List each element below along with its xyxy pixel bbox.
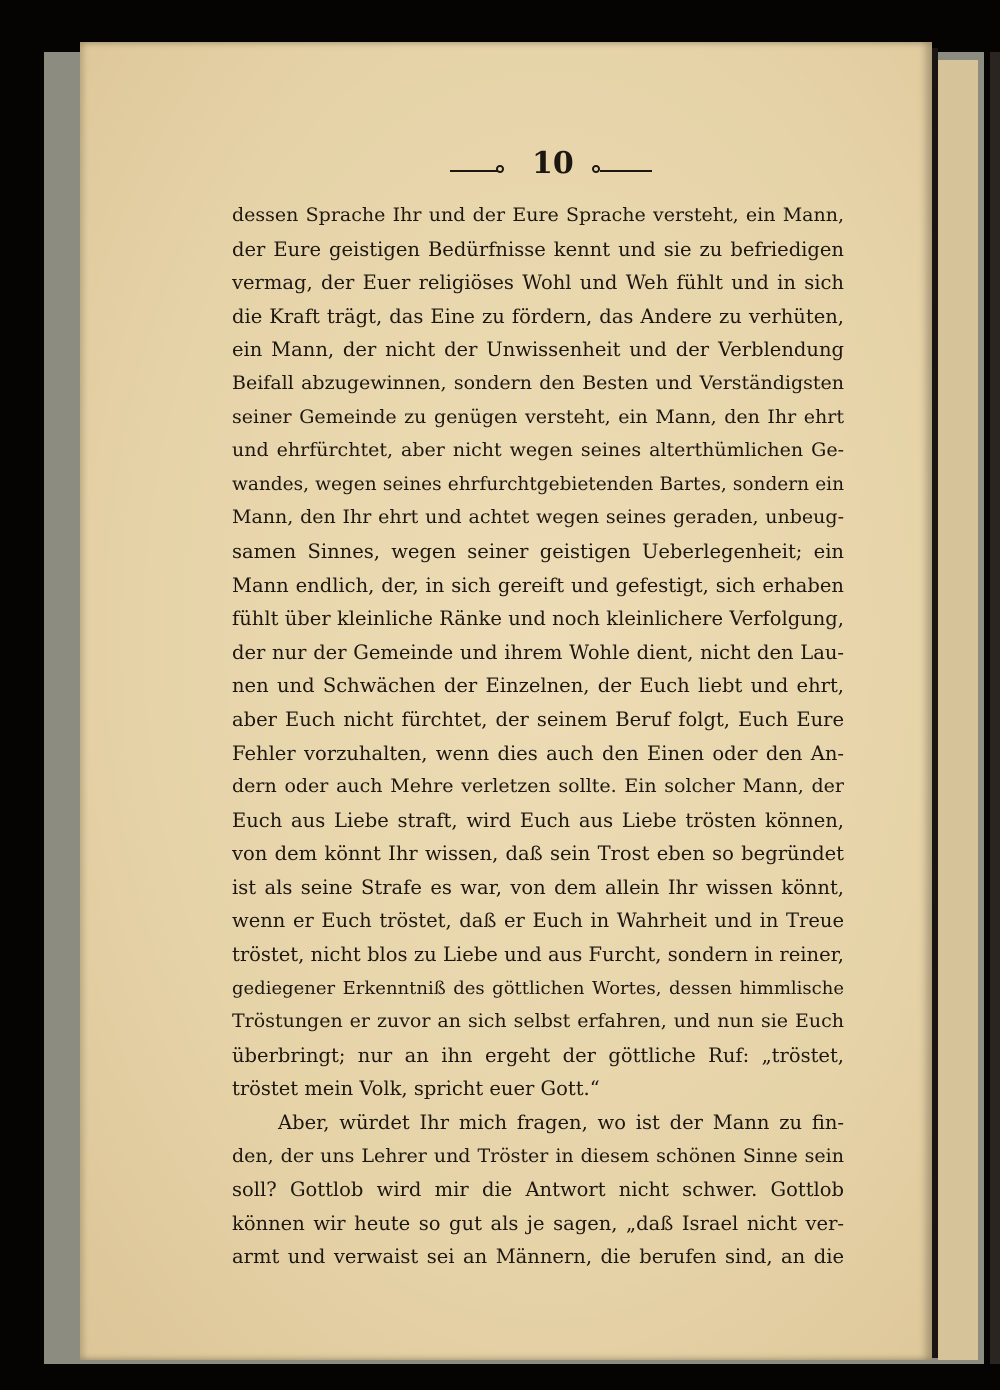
text-line: Mann endlich, der, in sich gereift und gefestigt, sich erhaben	[232, 573, 844, 597]
text-line: samen Sinnes, wegen seiner geistigen Ueberlegenheit; ein	[232, 539, 844, 563]
ornament-right	[600, 170, 652, 172]
text-line: wenn er Euch tröstet, daß er Euch in Wahrheit und in Treue	[232, 909, 844, 933]
text-line: tröstet, nicht blos zu Liebe und aus Furcht, sondern in reiner,	[232, 943, 844, 967]
text-line: Tröstungen er zuvor an sich selbst erfahren, und nun sie Euch	[232, 1010, 844, 1033]
text-line: überbringt; nur an ihn ergeht der göttliche Ruf: „tröstet,	[232, 1043, 844, 1067]
text-line: von dem könnt Ihr wissen, daß sein Trost eben so begründet	[232, 842, 844, 866]
text-line: seiner Gemeinde zu genügen versteht, ein Mann, den Ihr ehrt	[232, 405, 844, 428]
text-line: und ehrfürchtet, aber nicht wegen seines alterthümlichen Ge-	[232, 439, 844, 462]
text-line: dessen Sprache Ihr und der Eure Sprache versteht, ein Mann,	[232, 204, 844, 226]
text-line: gediegener Erkenntniß des göttlichen Wortes, dessen himmlische	[232, 977, 844, 999]
scan-edge	[990, 52, 1000, 1364]
page-header	[450, 146, 660, 186]
facing-page-edge	[938, 60, 978, 1360]
page-number: 10	[532, 146, 574, 181]
text-line: der Eure geistigen Bedürfnisse kennt und sie zu befriedigen	[232, 237, 844, 261]
text-line: nen und Schwächen der Einzelnen, der Euch liebt und ehrt,	[232, 674, 844, 698]
text-line: ist als seine Strafe es war, von dem allein Ihr wissen könnt,	[232, 875, 844, 899]
text-line: Beifall abzugewinnen, sondern den Besten und Verständigsten	[232, 371, 844, 394]
text-line: Euch aus Liebe straft, wird Euch aus Liebe trösten können,	[232, 808, 844, 832]
body-text	[232, 199, 844, 1274]
text-line: die Kraft trägt, das Eine zu fördern, das Andere zu verhüten,	[232, 304, 844, 328]
text-line: den, der uns Lehrer und Tröster in diesem schönen Sinne sein	[232, 1144, 844, 1167]
text-line: Fehler vorzuhalten, wenn dies auch den Einen oder den An-	[232, 741, 844, 765]
ornament-dot-left	[496, 165, 504, 173]
text-line: der nur der Gemeinde und ihrem Wohle dient, nicht den Lau-	[232, 640, 844, 664]
text-line: wandes, wegen seines ehrfurchtgebietenden Bartes, sondern ein	[232, 473, 844, 495]
text-line: soll? Gottlob wird mir die Antwort nicht schwer. Gottlob	[232, 1178, 844, 1202]
text-line: fühlt über kleinliche Ränke und noch kleinlichere Verfolgung,	[232, 607, 844, 631]
text-line: Mann, den Ihr ehrt und achtet wegen seines geraden, unbeug-	[232, 506, 844, 529]
text-line: ein Mann, der nicht der Unwissenheit und der Verblendung	[232, 338, 844, 362]
ornament-dot-right	[592, 165, 600, 173]
text-line: tröstet mein Volk, spricht euer Gott.“	[232, 1077, 600, 1101]
text-line: aber Euch nicht fürchtet, der seinem Beruf folgt, Euch Eure	[232, 707, 844, 731]
text-line: dern oder auch Mehre verletzen sollte. Ein solcher Mann, der	[232, 775, 844, 798]
text-line: armt und verwaist sei an Männern, die berufen sind, an die	[232, 1245, 844, 1269]
text-line: können wir heute so gut als je sagen, „daß Israel nicht ver-	[232, 1211, 844, 1235]
text-line: vermag, der Euer religiöses Wohl und Weh fühlt und in sich	[232, 271, 844, 295]
ornament-left	[450, 170, 498, 172]
text-line: Aber, würdet Ihr mich fragen, wo ist der Mann zu fin-	[278, 1111, 844, 1135]
